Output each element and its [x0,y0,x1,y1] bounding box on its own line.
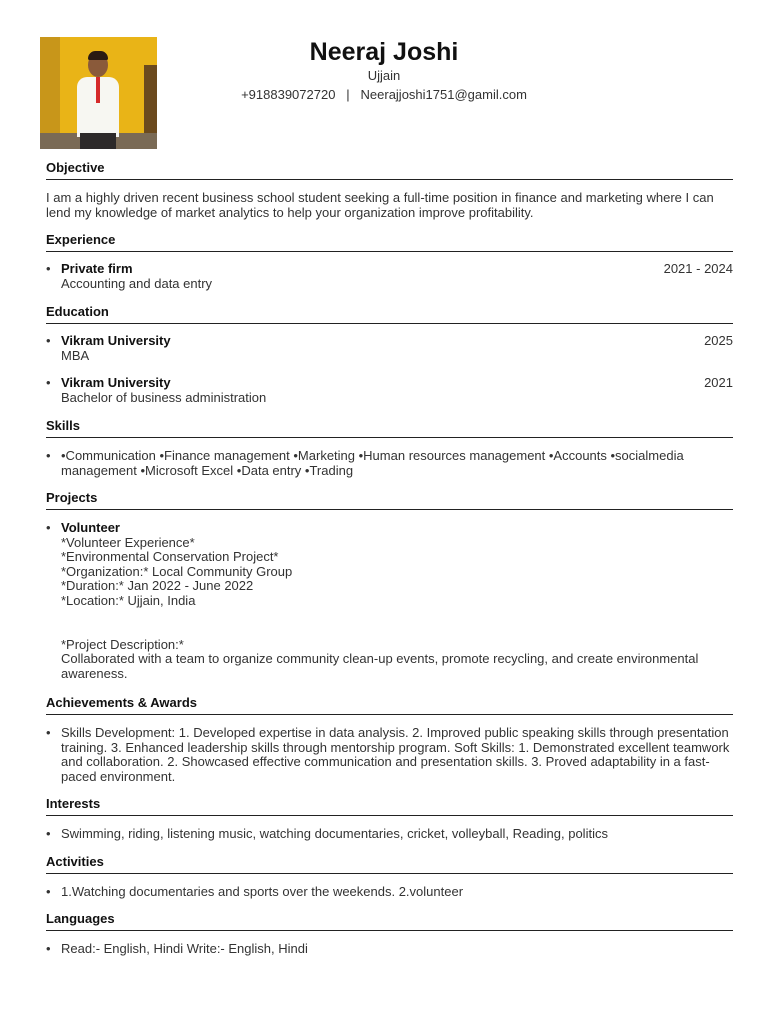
contact-line [0,87,768,102]
email-address: Neerajjoshi1751@gamil.com [360,87,527,102]
education-degree: Bachelor of business administration [61,389,267,405]
education-degree: MBA [61,347,90,363]
bullet-glyph: • [46,520,51,535]
interests-item [46,827,733,842]
bullet-glyph: • [46,941,51,956]
project-title: Volunteer [61,520,120,535]
bullet-glyph: • [46,884,51,899]
experience-years: 2021 - 2024 [663,261,733,276]
activities-item [46,885,733,900]
section-title-activities: Activities [46,854,733,874]
section-title-projects: Projects [46,490,733,510]
interests-text: Swimming, riding, listening music, watching documentaries, cricket, volleyball, Reading, politics [61,826,608,841]
education-year: 2021 [704,375,733,390]
skills-text: •Communication •Finance management •Marketing •Human resources management •Accounts •socialmedia management •Microsoft Excel •Data entry •Trading [61,448,684,478]
bullet-glyph: • [46,261,51,276]
achievements-item [46,726,733,784]
languages-text: Read:- English, Hindi Write:- English, Hindi [61,941,308,956]
section-title-interests: Interests [46,796,733,816]
candidate-city: Ujjain [367,68,401,83]
photo-person-pants [80,133,116,149]
candidate-name: Neeraj Joshi [309,38,459,66]
contact-separator: | [346,87,350,102]
education-item [46,334,733,363]
section-title-experience: Experience [46,232,733,252]
section-title-education: Education [46,304,733,324]
education-item [46,376,733,405]
objective-text: I am a highly driven recent business school student seeking a full-time position in finance and marketing where I can lend my knowledge of market analytics to help your organization improve profitability. [46,190,714,220]
activities-text: 1.Watching documentaries and sports over the weekends. 2.volunteer [61,884,464,899]
project-item [46,521,733,682]
experience-title: Private firm [61,261,133,276]
education-institution: Vikram University [61,375,171,390]
education-institution: Vikram University [61,333,171,348]
section-title-skills: Skills [46,418,733,438]
skills-item [46,449,733,478]
experience-item [46,262,733,291]
section-title-achievements: Achievements & Awards [46,695,733,715]
bullet-glyph: • [46,375,51,390]
section-title-languages: Languages [46,911,733,931]
project-description: *Volunteer Experience* *Environmental Conservation Project* *Organization:* Local Community Group *Duration:* Jan 2022 - June 2022 *Location:* Ujjain, India *Project Description:* Collaborated with a team to organize community clean-up events, promote recycling, and create environmental awareness. [61,534,699,681]
phone-number: +918839072720 [241,87,336,102]
bullet-glyph: • [46,826,51,841]
experience-description: Accounting and data entry [61,275,213,291]
languages-item [46,942,733,957]
bullet-glyph: • [46,333,51,348]
education-year: 2025 [704,333,733,348]
bullet-glyph: • [46,725,51,740]
achievements-text: Skills Development: 1. Developed expertise in data analysis. 2. Improved public speaking skills through presentation training. 3. Enhanced leadership skills through mentorship program. Soft Skills: 1. Demonstrated excellent teamwork and collaboration. 2. Showcased effective communication and presentation skills. 3. Proved adaptability in a fast-paced environment. [61,725,730,784]
section-title-objective: Objective [46,160,733,180]
bullet-glyph: • [46,448,51,463]
